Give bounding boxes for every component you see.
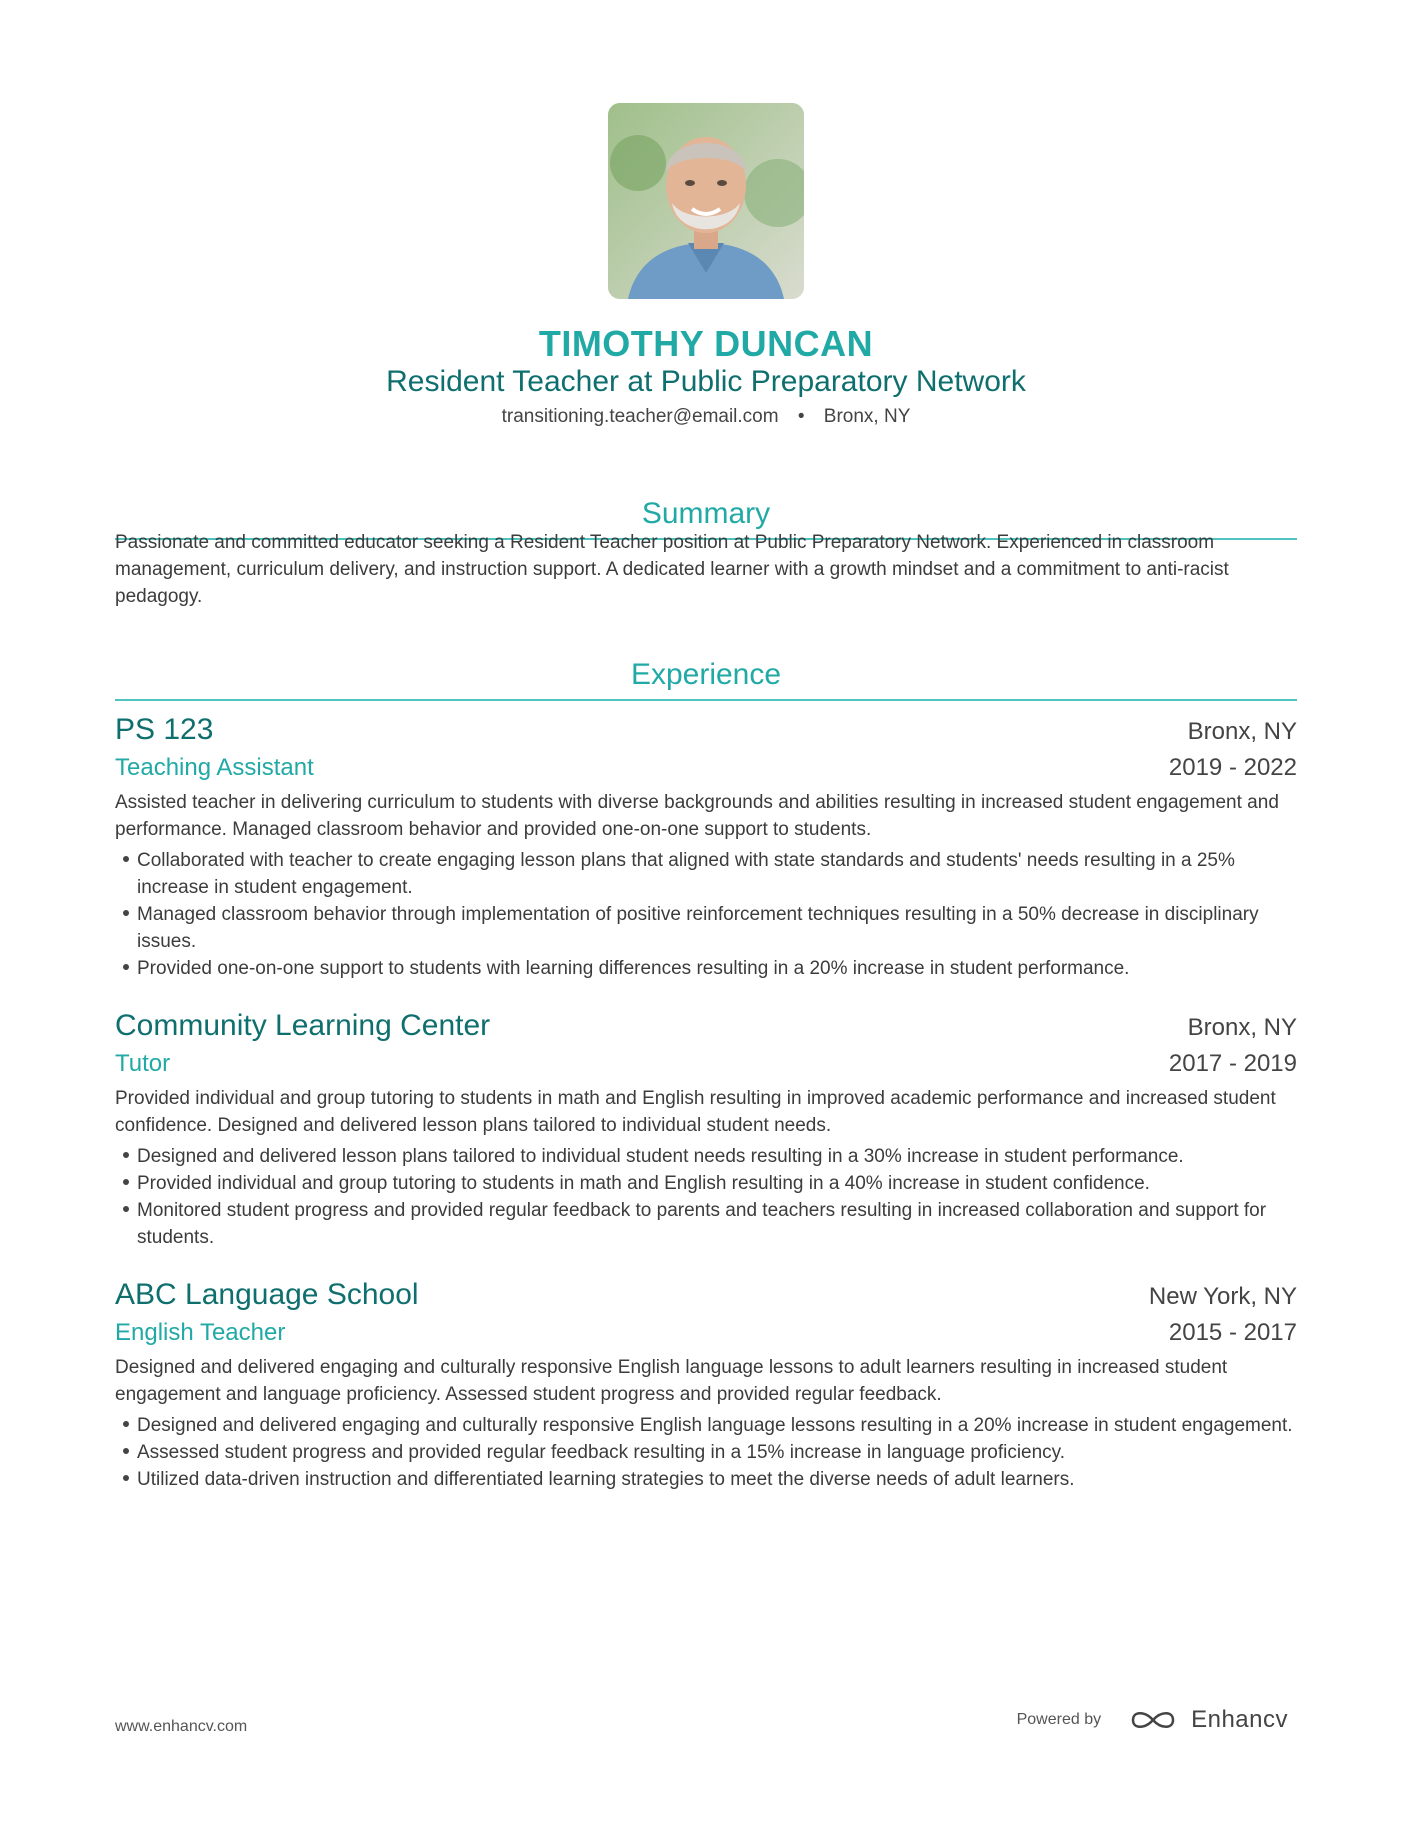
job-role: English Teacher	[115, 1319, 286, 1346]
job-bullet: Designed and delivered engaging and culturally responsive English language lessons resulting in a 20% increase in student engagement.	[115, 1412, 1297, 1439]
job-bullet: Utilized data-driven instruction and differentiated learning strategies to meet the diverse needs of adult learners.	[115, 1466, 1297, 1493]
job-bullet: Designed and delivered lesson plans tailored to individual student needs resulting in a 30% increase in student performance.	[115, 1143, 1297, 1170]
job-entry	[115, 1276, 1297, 1493]
contact-line	[115, 403, 1297, 431]
email-link[interactable]: transitioning.teacher@email.com	[501, 406, 779, 427]
resume-header	[115, 318, 1297, 431]
job-role: Teaching Assistant	[115, 754, 314, 781]
candidate-name: TIMOTHY DUNCAN	[538, 323, 874, 364]
job-dates: 2015 - 2017	[1168, 1319, 1297, 1346]
job-company: PS 123	[115, 713, 214, 746]
job-bullets	[115, 1143, 1297, 1251]
job-bullet: Assessed student progress and provided regular feedback resulting in a 15% increase in language proficiency.	[115, 1439, 1297, 1466]
experience-heading: Experience	[115, 657, 1297, 701]
job-bullet: Collaborated with teacher to create engaging lesson plans that aligned with state standards and students' needs resulting in a 25% increase in student engagement.	[115, 847, 1297, 901]
powered-by-label: Powered by	[1016, 1711, 1102, 1728]
location-text: Bronx, NY	[823, 406, 911, 427]
summary-heading: Summary	[115, 496, 1297, 540]
job-bullet: Provided one-on-one support to students with learning differences resulting in a 20% increase in student performance.	[115, 955, 1297, 982]
footer-website-link[interactable]: www.enhancv.com	[115, 1718, 248, 1735]
job-description: Provided individual and group tutoring to students in math and English resulting in improved academic performance and increased student confidence. Designed and delivered lesson plans tailored to individual student needs.	[115, 1088, 1276, 1136]
profile-photo	[608, 103, 804, 299]
job-entry	[115, 1007, 1297, 1251]
job-bullet: Managed classroom behavior through implementation of positive reinforcement techniques resulting in a 50% decrease in disciplinary issues.	[115, 901, 1297, 955]
job-bullet: Provided individual and group tutoring to students in math and English resulting in a 40% increase in student confidence.	[115, 1170, 1297, 1197]
job-description: Designed and delivered engaging and culturally responsive English language lessons to adult learners resulting in increased student engagement and language proficiency. Assessed student progress and provided regular feedback.	[115, 1357, 1228, 1405]
job-description: Assisted teacher in delivering curriculum to students with diverse backgrounds and abilities resulting in increased student engagement and performance. Managed classroom behavior and provided one-on-one support to students.	[115, 792, 1279, 840]
job-location: Bronx, NY	[1187, 718, 1297, 745]
job-dates: 2019 - 2022	[1168, 754, 1297, 781]
contact-separator: •	[797, 406, 805, 427]
profile-photo-image	[608, 103, 804, 299]
job-bullets	[115, 1412, 1297, 1493]
job-bullets	[115, 847, 1297, 982]
footer-branding	[1017, 1706, 1288, 1734]
job-entry	[115, 711, 1297, 982]
job-company: ABC Language School	[115, 1278, 419, 1311]
enhancv-logo-icon	[1129, 1707, 1177, 1733]
job-bullet: Monitored student progress and provided regular feedback to parents and teachers resulting in increased collaboration and support for students.	[115, 1197, 1297, 1251]
job-company: Community Learning Center	[115, 1009, 491, 1042]
summary-text: Passionate and committed educator seeking a Resident Teacher position at Public Preparatory Network. Experienced in classroom management, curriculum delivery, and instruction support. A dedicated learner with a growth mindset and a commitment to anti-racist pedagogy.	[115, 532, 1229, 607]
job-dates: 2017 - 2019	[1168, 1050, 1297, 1077]
job-location: Bronx, NY	[1187, 1014, 1297, 1041]
candidate-title: Resident Teacher at Public Preparatory Network	[386, 365, 1026, 398]
job-role: Tutor	[115, 1050, 171, 1077]
job-location: New York, NY	[1148, 1283, 1297, 1310]
enhancv-brand-text[interactable]: Enhancv	[1191, 1706, 1288, 1733]
